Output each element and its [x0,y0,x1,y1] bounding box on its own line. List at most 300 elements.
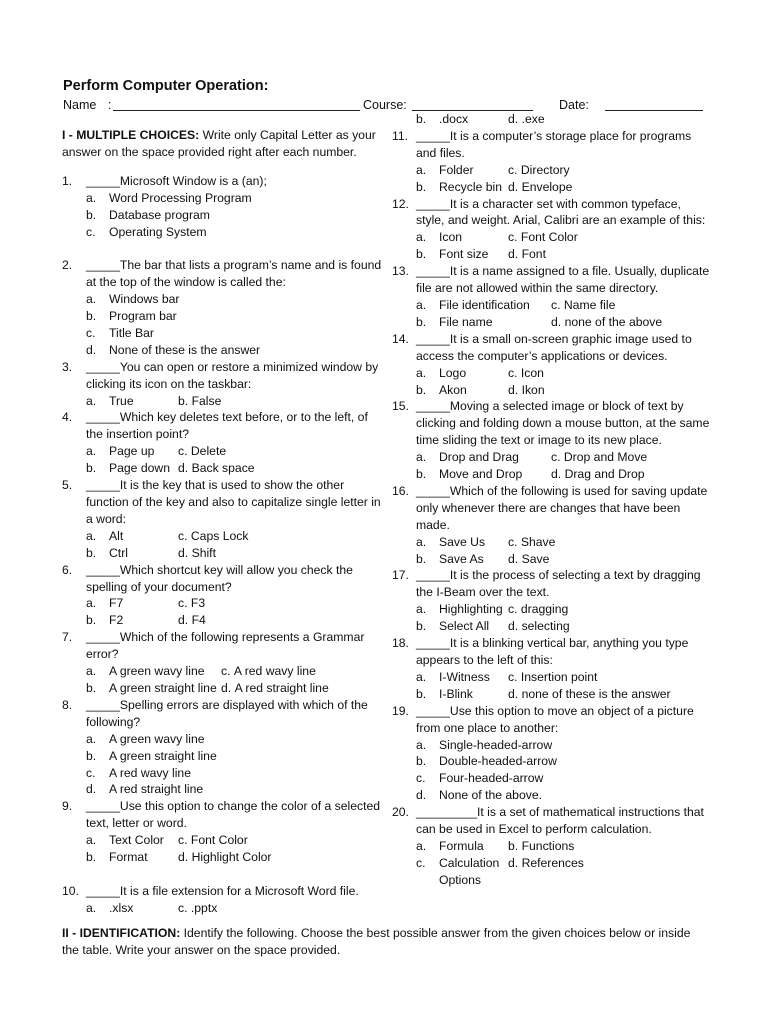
option-row [392,551,712,568]
option [416,382,508,399]
option-row [392,297,712,314]
option [392,787,712,804]
option [416,111,508,128]
option-text: F2 [109,613,124,628]
option-text: Highlight Color [191,850,272,865]
option-text: Database program [109,207,210,222]
option-text: A red wavy line [233,664,316,679]
option [416,855,508,889]
question [62,562,384,630]
option-letter: a. [86,190,97,205]
option-text: Font Color [190,833,248,848]
section2-instruction [62,925,702,959]
option-letter: c. [508,230,518,245]
option-letter: b. [416,551,427,566]
question-number: 7. [62,630,73,645]
option-text: Save [521,551,550,566]
question-line [62,257,384,291]
option [178,393,221,410]
option [86,393,178,410]
option-letter: a. [86,664,97,679]
option-letter: b. [508,838,519,853]
question-text: _____It is a character set with common typeface, style, and weight. Arial, Calibri are an example of this: [416,196,706,228]
section1-text: Write only Capital Letter as your answer on the space provided right after each number. [62,128,376,159]
right-question-list [392,128,712,889]
option-text: References [521,855,584,870]
option [508,382,545,399]
option-text: Calculation Options [439,855,500,887]
option-letter: b. [86,207,97,222]
option-letter: b. [416,619,427,634]
option-letter: a. [416,534,427,549]
option-row [62,443,384,460]
option-letter: c. [221,664,231,679]
option-text: Drop and Move [563,450,648,465]
question-text: _____Microsoft Window is a (an); [86,173,267,188]
option [416,314,551,331]
option-row [62,612,384,629]
question-line [62,477,384,528]
question-text: _____Spelling errors are displayed with which of the following? [86,697,368,729]
option-text: Page up [109,444,155,459]
option-text: Directory [520,162,570,177]
question [62,409,384,477]
question [62,697,384,798]
option-text: F7 [109,596,124,611]
option [508,669,597,686]
option-letter: a. [416,450,427,465]
option-text: I-Witness [439,669,490,684]
option-text: Font Color [520,230,578,245]
question [62,359,384,410]
option-letter: d. [508,112,519,126]
option-text: Select All [439,619,490,634]
option [416,669,508,686]
option-letter: d. [86,342,97,357]
option-letter: d. [86,782,97,797]
option-row [392,162,712,179]
option [416,162,508,179]
option-text: Envelope [521,179,573,194]
option [62,342,384,359]
question-number: 13. [392,264,409,279]
option-letter: c. [178,444,188,459]
option-text: Windows bar [109,292,180,307]
question [392,398,712,483]
option-text: A red straight line [234,680,329,695]
option [416,246,508,263]
question [62,257,384,358]
option [221,680,329,697]
option-letter: a. [416,669,427,684]
option-row [392,686,712,703]
option-letter: d. [508,855,519,870]
name-label: Name [63,98,97,112]
option [178,460,255,477]
option-text: Shift [191,545,216,560]
option-letter: b. [86,680,97,695]
question-text: _____It is a name assigned to a file. Usually, duplicate file are not allowed within the same directory. [416,264,710,296]
option-letter: a. [416,602,427,617]
question-line [392,128,712,162]
option-letter: c. [86,765,96,780]
option [416,838,508,855]
option [416,297,551,314]
option [416,449,551,466]
option-letter: b. [86,309,97,324]
option-text: Insertion point [520,669,598,684]
option-letter: c. [178,596,188,611]
option-letter: b. [86,748,97,763]
left-question-list [62,173,384,917]
option [86,832,178,849]
option [416,365,508,382]
option-letter: a. [86,900,97,915]
option-text: A red straight line [109,782,204,797]
option-letter: a. [416,230,427,245]
option [508,179,572,196]
question-text: _____It is a computer’s storage place for programs and files. [416,128,692,160]
question-line [62,562,384,596]
option-text: Move and Drop [439,467,523,482]
option-row [392,449,712,466]
option [508,686,671,703]
option [62,781,384,798]
question-text: _____Which of the following is used for saving update only whenever there are changes that have been made. [416,483,708,532]
option-text: A green straight line [109,680,217,695]
option-text: Text Color [109,833,164,848]
option-row [392,534,712,551]
question-number: 14. [392,331,409,346]
question-number: 10. [62,883,79,898]
option [416,601,508,618]
option-text: selecting [521,619,570,634]
option-text: Recycle bin [439,179,502,194]
option-text: Delete [190,444,227,459]
option-letter: a. [86,833,97,848]
question-number: 20. [392,805,409,820]
question [392,567,712,635]
question [392,196,712,264]
option [508,855,584,889]
option-text: None of the above. [439,788,542,803]
question-text: _____Which of the following represents a Grammar error? [86,630,365,662]
option-text: Name file [563,297,616,312]
question-line [392,398,712,449]
option-letter: b. [416,247,427,262]
option-text: Title Bar [109,325,154,340]
section2-text: Identify the following. Choose the best possible answer from the given choices below or inside the table. Write your answer on the space provided. [62,926,691,957]
question-text: _____Use this option to move an object of a picture from one place to another: [416,703,694,735]
question-number: 9. [62,799,73,814]
option-text: Back space [191,461,255,476]
option-row [62,663,384,680]
option-letter: b. [416,382,427,397]
option-text: Program bar [109,309,177,324]
option-row [62,832,384,849]
option-letter: d. [178,461,189,476]
option-letter: d. [221,680,232,695]
option-letter: c. [508,365,518,380]
option-row [392,246,712,263]
option [416,229,508,246]
option-text: True [109,393,134,408]
option [221,663,316,680]
option-letter: a. [416,737,427,752]
option-text: Operating System [109,224,207,239]
course-label: Course: [363,98,407,112]
option-letter: c. [86,325,96,340]
option [86,443,178,460]
section2-heading: II - IDENTIFICATION: [62,926,181,940]
option-row [62,680,384,697]
question-line [392,703,712,737]
option [178,612,206,629]
option-text: Icon [439,230,463,245]
question-text: _____It is the key that is used to show the other function of the key and also to capitalize single letter in a word: [86,478,381,526]
option-letter: c. [551,450,561,465]
option [178,832,248,849]
question-text: _____You can open or restore a minimized window by clicking its icon on the taskbar: [86,359,379,391]
option [86,680,221,697]
option-text: Double-headed-arrow [439,754,557,769]
question [62,798,384,866]
option-letter: d. [508,551,519,566]
option [551,466,645,483]
option [178,849,272,866]
question-number: 15. [392,399,409,414]
option [551,314,662,331]
option-text: Font [521,247,546,262]
question-number: 12. [392,196,409,211]
option-letter: b. [86,461,97,476]
option [62,308,384,325]
option-row [62,595,384,612]
option [86,528,178,545]
option [178,545,216,562]
option-letter: c. [178,528,188,543]
option-letter: d. [508,686,519,701]
option [508,601,568,618]
option-text: Logo [439,365,467,380]
question-text: _____The bar that lists a program’s name and is found at the top of the window is called the: [86,258,382,290]
option [178,900,217,917]
option [62,190,384,207]
option-letter: b. [178,393,189,408]
option [86,900,178,917]
option [62,325,384,342]
option-text: Functions [521,838,575,853]
option [508,838,574,855]
option-letter: b. [416,754,427,769]
option [416,618,508,635]
option [86,545,178,562]
option-letter: b. [416,686,427,701]
option-text: Caps Lock [190,528,249,543]
option-row [392,382,712,399]
question-line [392,263,712,297]
option-text: None of these is the answer [109,342,261,357]
option-letter: a. [86,292,97,307]
option [416,179,508,196]
option-letter: c. [178,833,188,848]
date-label: Date: [559,98,589,112]
question [392,635,712,703]
question-line [62,798,384,832]
right-column [392,111,712,889]
option [508,162,570,179]
option-letter: d. [551,467,562,482]
option-row [392,314,712,331]
option-text: Save As [439,551,484,566]
option-letter: c. [416,771,426,786]
question-line [392,567,712,601]
option-row [392,179,712,196]
option-text: .exe [521,112,545,126]
option-row [62,545,384,562]
option-text: A red wavy line [109,765,191,780]
option-text: Word Processing Program [109,190,252,205]
option-letter: d. [178,613,189,628]
option-letter: c. [508,602,518,617]
option [392,753,712,770]
question-number: 4. [62,410,73,425]
question-text: _________It is a set of mathematical instructions that can be used in Excel to perform calculation. [416,805,704,837]
option [62,207,384,224]
option-text: Format [109,850,148,865]
option-letter: b. [416,112,427,126]
option [392,770,712,787]
option [178,443,226,460]
question-text: _____Which shortcut key will allow you check the spelling of your document? [86,562,353,594]
option-text: none of these is the answer [521,686,671,701]
question-number: 11. [392,128,409,143]
name-colon: : [108,98,112,112]
option-letter: c. [416,855,426,870]
option [416,466,551,483]
option-letter: b. [86,613,97,628]
option [416,686,508,703]
option [62,748,384,765]
question-text: _____Use this option to change the color of a selected text, letter or word. [86,799,381,831]
question-number: 3. [62,359,73,374]
option [508,551,549,568]
option-text: Drop and Drag [439,450,519,465]
option [178,595,205,612]
option-text: Ctrl [109,545,128,560]
question-line [392,331,712,365]
question-line [62,173,384,190]
option-letter: a. [86,731,97,746]
option-letter: b. [416,314,427,329]
question-text: _____It is a file extension for a Microsoft Word file. [86,883,359,898]
option-text: F3 [190,596,206,611]
option-row [392,365,712,382]
option [62,291,384,308]
section1-instruction [62,127,384,161]
option-text: Formula [439,838,484,853]
question-line [392,804,712,838]
option-text: File name [439,314,493,329]
option-text: Folder [439,162,474,177]
option-text: False [191,393,222,408]
option [551,297,615,314]
option-row [62,393,384,410]
option-letter: d. [178,850,189,865]
option [62,765,384,782]
option-letter: c. [551,297,561,312]
option-text: A green wavy line [109,731,205,746]
option [86,612,178,629]
option-row [62,528,384,545]
option-row [62,849,384,866]
option-text: .xlsx [109,900,134,915]
option [416,534,508,551]
question-number: 6. [62,562,73,577]
option-text: Page down [109,461,170,476]
option [508,111,545,128]
question-line [392,196,712,230]
question [392,804,712,889]
option-row [392,601,712,618]
q10-options-continued [392,111,712,128]
option-letter: d. [416,788,427,803]
option-letter: b. [86,545,97,560]
question-line [392,483,712,534]
option-letter: a. [416,162,427,177]
option-letter: c. [508,669,518,684]
option-letter: d. [508,619,519,634]
option [508,246,546,263]
question-number: 5. [62,478,73,493]
question [62,173,384,241]
option-text: .docx [439,112,469,126]
question-text: _____It is the process of selecting a text by dragging the I-Beam over the text. [416,568,701,600]
option-letter: d. [551,314,562,329]
option-text: Shave [520,534,556,549]
option [86,460,178,477]
question [392,703,712,804]
question-number: 2. [62,258,73,273]
name-blank-line[interactable] [113,98,360,114]
option [416,551,508,568]
question-text: _____It is a blinking vertical bar, anything you type appears to the left of this: [416,636,689,667]
question-text: _____Which key deletes text before, or to the left, of the insertion point? [86,410,368,442]
option-letter: d. [508,247,519,262]
option-text: .pptx [190,900,218,915]
option-letter: d. [178,545,189,560]
worksheet-title: Perform Computer Operation: [63,78,269,94]
option-letter: c. [86,224,96,239]
section1-heading: I - MULTIPLE CHOICES: [62,128,200,142]
option-letter: a. [86,528,97,543]
question-number: 8. [62,697,73,712]
question-number: 19. [392,703,409,718]
question [392,128,712,196]
question-line [62,883,384,900]
option-letter: d. [508,382,519,397]
option [508,534,555,551]
option [508,365,544,382]
question-number: 17. [392,568,409,583]
option-row [392,669,712,686]
option-row [392,466,712,483]
question [392,331,712,399]
option [551,449,647,466]
option-letter: c. [508,162,518,177]
option-letter: a. [86,444,97,459]
question-number: 16. [392,483,409,498]
